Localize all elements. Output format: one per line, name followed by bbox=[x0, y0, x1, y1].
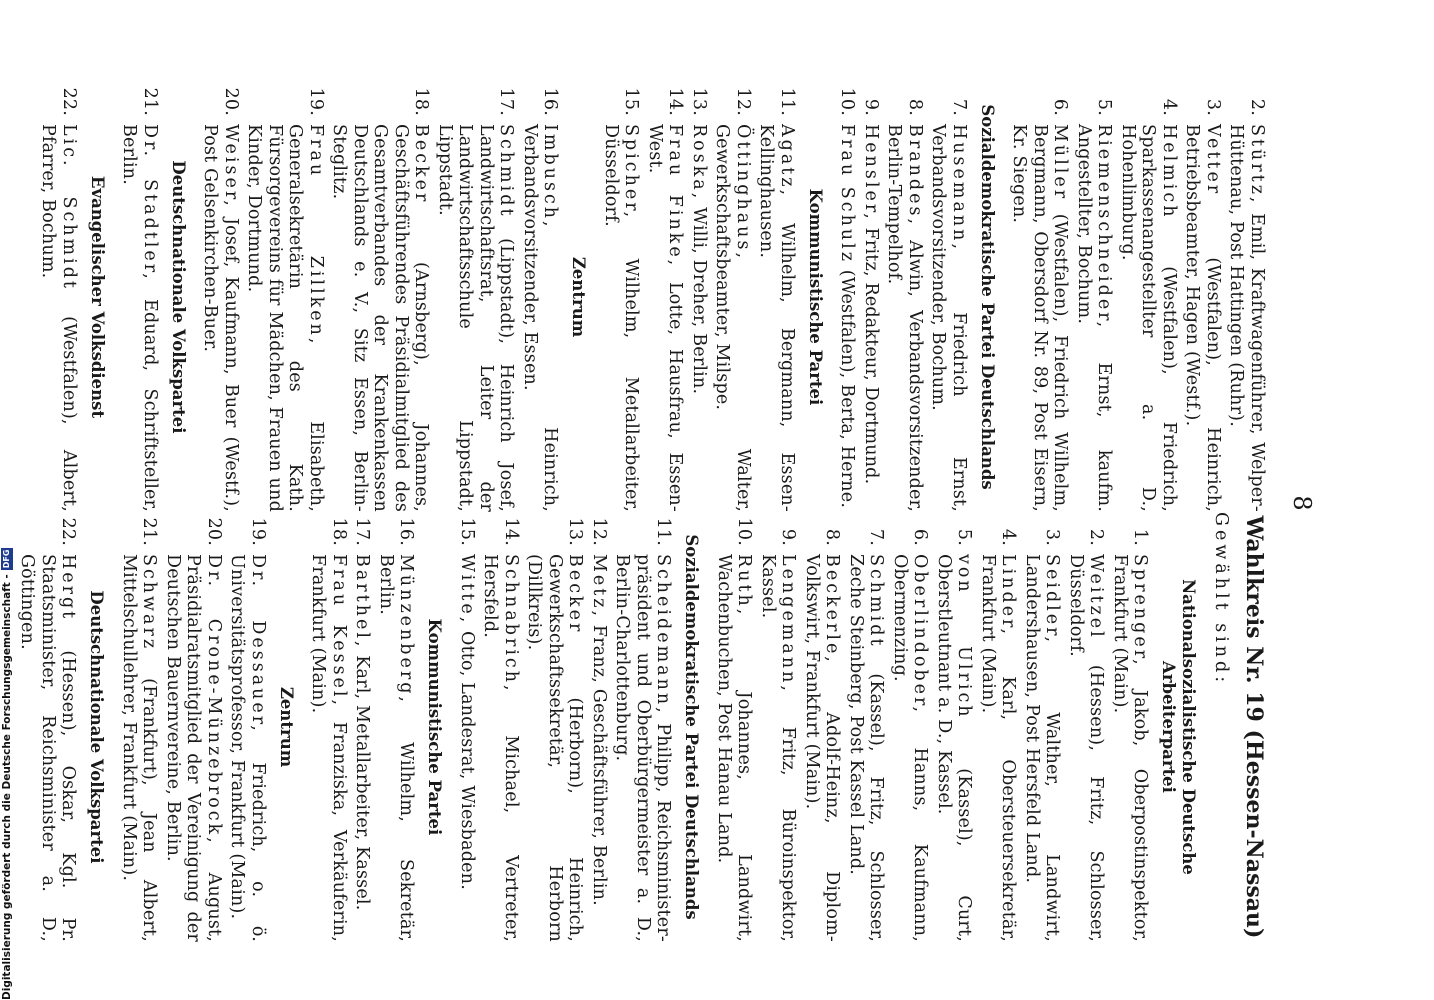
party-heading: Kommunistische Partei bbox=[425, 618, 445, 836]
member-details: (Hessen), Oskar, Kgl. Pr. Staatsminister, Reichsminister a. D., Göttingen. bbox=[17, 554, 79, 942]
member-entry bbox=[589, 512, 610, 942]
member-details: Wilhelm, Sekretär, Berlin. bbox=[376, 554, 417, 943]
member-details: Ernst, kaufm. Angestellter, Bochum. bbox=[1074, 124, 1115, 512]
member-entry bbox=[884, 82, 925, 512]
entry-text bbox=[714, 554, 755, 942]
entry-number: 21. bbox=[140, 87, 160, 116]
member-details: Emil, Kraftwagenführer, Welper-Hüttenau, Post Hattingen (Ruhr). bbox=[1226, 124, 1267, 512]
member-details: (Westfalen), Friedrich, Sparkassenangestellter a. D., Hohenlimburg. bbox=[1118, 124, 1179, 512]
member-details: (Frankfurt), Jean Albert, Mittelschullehrer, Frankfurt (Main). bbox=[119, 554, 160, 942]
entry-text bbox=[457, 554, 478, 942]
member-details: Johannes, Landwirt, Wachenbuchen, Post Hanau Land. bbox=[714, 554, 755, 942]
entry-number: 7. bbox=[866, 528, 887, 546]
member-entry bbox=[227, 512, 268, 942]
member-name: Lic. Schmidt bbox=[59, 124, 79, 291]
entry-text bbox=[601, 124, 642, 512]
member-entry bbox=[119, 82, 160, 512]
entry-text bbox=[589, 554, 610, 942]
entry-text bbox=[756, 124, 797, 512]
member-name: Frau Kessel, bbox=[329, 554, 349, 709]
entry-number: 17. bbox=[352, 517, 373, 546]
member-entry bbox=[645, 82, 686, 512]
entry-text bbox=[1182, 124, 1223, 512]
member-name: Frau Schulz bbox=[837, 124, 858, 264]
member-details: Michael, Vertreter, Hersfeld. bbox=[480, 554, 521, 942]
member-entry bbox=[1110, 512, 1151, 942]
member-details: Franziska, Verkäuferin, Frankfurt (Main). bbox=[308, 554, 349, 943]
entry-number: 8. bbox=[822, 528, 843, 546]
entry-text bbox=[890, 554, 931, 942]
member-name: Lengemann, bbox=[778, 554, 799, 694]
entry-text bbox=[1110, 554, 1151, 942]
entry-text bbox=[200, 124, 241, 512]
member-details: Alwin, Verbandsvorsitzender, Berlin-Tempelhof. bbox=[884, 124, 925, 512]
member-details: (Herborn), Heinrich, Gewerkschaftssekretär, Herborn (Dillkreis). bbox=[524, 554, 586, 942]
entry-number: 2. bbox=[1086, 528, 1107, 546]
member-details: (Arnsberg), Johannes, Geschäftsführendes Präsidialmitglied des Gesamtverbandes der Krankenkassen Deutschlands e. V., Sitz Essen, Berlin-Steglitz. bbox=[329, 124, 432, 513]
entry-text bbox=[1226, 124, 1267, 512]
member-details: Willi, Dreher, Berlin. bbox=[689, 207, 709, 395]
member-name: Seidler, bbox=[1042, 554, 1063, 646]
right-column-body bbox=[17, 512, 1199, 942]
party-heading: Zentrum bbox=[569, 256, 589, 338]
entry-number: 13. bbox=[565, 517, 586, 546]
member-entry bbox=[244, 82, 326, 512]
member-name: Frau Zillken, bbox=[306, 124, 326, 347]
party-heading: Sozialdemokratische Partei Deutschlands bbox=[682, 534, 702, 920]
entry-number: 20. bbox=[204, 517, 224, 546]
member-name: Weitzel bbox=[1086, 554, 1107, 640]
member-entry bbox=[601, 82, 642, 512]
member-entry bbox=[890, 512, 931, 942]
member-entry bbox=[756, 82, 797, 512]
member-entry bbox=[802, 512, 843, 942]
entry-number: 11. bbox=[777, 87, 797, 116]
entry-number: 19. bbox=[306, 87, 326, 116]
member-name: von Ulrich bbox=[954, 554, 975, 720]
member-details: Walther, Landwirt, Landershausen, Post Hersfeld Land. bbox=[1022, 554, 1063, 943]
member-details: Franz, Geschäftsführer, Berlin. bbox=[589, 624, 609, 906]
right-column bbox=[14, 512, 1267, 942]
member-name: Frau Finke, bbox=[665, 124, 686, 269]
entry-number: 22. bbox=[58, 517, 79, 546]
entry-number: 3. bbox=[1042, 528, 1063, 546]
member-name: Schmidt bbox=[866, 554, 887, 649]
entry-number: 20. bbox=[221, 87, 241, 116]
entry-text bbox=[689, 124, 710, 512]
entry-number: 16. bbox=[396, 517, 417, 546]
member-entry bbox=[435, 82, 517, 512]
entry-text bbox=[244, 124, 326, 512]
entry-text bbox=[712, 124, 753, 512]
member-entry bbox=[978, 512, 1019, 942]
member-name: Dr. Stadtler, bbox=[140, 124, 160, 282]
member-details: Wilhelm, Metallarbeiter, Düsseldorf. bbox=[601, 124, 642, 512]
member-details: Josef, Kaufmann, Buer (Westf.), Post Gelsenkirchen-Buer. bbox=[200, 124, 241, 512]
entry-number: 14. bbox=[501, 517, 521, 546]
dfg-logo: DFG bbox=[2, 549, 11, 569]
entry-number: 22. bbox=[59, 87, 79, 116]
member-entry bbox=[1118, 82, 1180, 512]
entry-text bbox=[1066, 554, 1107, 942]
member-name: Linder, bbox=[998, 554, 1019, 638]
member-name: Agatz, bbox=[777, 124, 797, 199]
entry-number: 8. bbox=[905, 98, 925, 116]
member-details: Wilhelm, Bergmann, Essen-Kellinghausen. bbox=[756, 124, 797, 512]
member-name: Hensler, bbox=[861, 124, 881, 222]
entry-number: 21. bbox=[139, 517, 160, 546]
rotated-document-page bbox=[17, 0, 1317, 1000]
member-name: Becker bbox=[411, 124, 432, 205]
member-entry bbox=[119, 512, 160, 942]
page-number: 8 bbox=[1288, 495, 1316, 511]
member-entry bbox=[758, 512, 799, 942]
member-name: Hergt bbox=[58, 554, 79, 622]
party-heading: Zentrum bbox=[277, 686, 296, 768]
entry-text bbox=[119, 124, 160, 512]
entry-text bbox=[802, 554, 843, 942]
member-entry bbox=[457, 512, 478, 942]
member-name: Münzenberg, bbox=[396, 554, 417, 705]
entry-number: 9. bbox=[861, 98, 881, 116]
member-details: (Kassel), Curt, Oberstleutnant a. D., Kassel. bbox=[934, 554, 975, 942]
member-entry bbox=[714, 512, 755, 942]
elected-label: Gewählt sind: bbox=[1211, 512, 1231, 687]
member-name: Schwarz bbox=[139, 554, 160, 652]
entry-number: 14. bbox=[665, 87, 686, 116]
entry-number: 12. bbox=[589, 517, 609, 546]
member-entry bbox=[1022, 512, 1063, 942]
member-details: Otto, Landesrat, Wiesbaden. bbox=[457, 631, 477, 890]
entry-text bbox=[163, 554, 225, 942]
entry-number: 11. bbox=[653, 517, 674, 546]
entry-text bbox=[861, 124, 882, 512]
digitization-footer bbox=[0, 549, 14, 1000]
member-entry bbox=[689, 82, 710, 512]
entry-number: 5. bbox=[954, 528, 975, 546]
member-entry bbox=[1066, 512, 1107, 942]
entry-number: 9. bbox=[778, 528, 799, 546]
entry-number: 19. bbox=[248, 517, 268, 546]
district-heading: Wahlkreis Nr. 19 (Hessen-Nassau) bbox=[1241, 515, 1267, 939]
party-heading: Deutschnationale Volkspartei bbox=[87, 590, 107, 864]
member-details: Heinrich, Verbandsvorsitzender, Essen. bbox=[520, 124, 561, 512]
entry-number: 16. bbox=[540, 87, 561, 116]
member-name: Riemenschneider, bbox=[1094, 124, 1115, 331]
member-details: Adolf-Heinz, Diplom-Volkswirt, Frankfurt (Main). bbox=[802, 554, 843, 942]
member-entry bbox=[376, 512, 417, 942]
entry-number: 10. bbox=[734, 517, 755, 546]
member-entry bbox=[1009, 82, 1071, 512]
member-name: Imbusch, bbox=[540, 124, 561, 230]
entry-number: 5. bbox=[1094, 98, 1115, 116]
entry-number: 4. bbox=[998, 528, 1019, 546]
member-entry bbox=[480, 512, 521, 942]
entry-text bbox=[119, 554, 160, 942]
entry-number: 2. bbox=[1247, 98, 1267, 116]
member-entry bbox=[1074, 82, 1115, 512]
entry-number: 18. bbox=[411, 87, 432, 116]
entry-number: 15. bbox=[457, 517, 477, 546]
entry-number: 18. bbox=[329, 517, 349, 546]
entry-text bbox=[329, 124, 432, 512]
member-entry bbox=[352, 512, 373, 942]
member-details: (Westfalen), Albert, Pfarrer, Bochum. bbox=[38, 124, 79, 512]
member-details: Walter, Gewerkschaftsbeamter, Milspe. bbox=[712, 124, 753, 512]
entry-text bbox=[376, 554, 417, 942]
entry-text bbox=[758, 554, 799, 942]
member-entry bbox=[17, 512, 79, 942]
entry-number: 13. bbox=[689, 87, 709, 116]
member-details: Friedrich, o. ö. Universitätsprofessor, Frankfurt (Main). bbox=[227, 554, 268, 943]
member-name: Vetter bbox=[1203, 124, 1223, 197]
entry-text bbox=[846, 554, 887, 942]
entry-text bbox=[308, 554, 349, 942]
entry-number: 12. bbox=[733, 87, 753, 116]
member-entry bbox=[329, 82, 432, 512]
member-entry bbox=[837, 82, 858, 512]
entry-number: 17. bbox=[496, 87, 517, 116]
member-name: Brandes, bbox=[905, 124, 925, 228]
entry-text bbox=[1118, 124, 1180, 512]
party-heading: Evangelischer Volksdienst bbox=[88, 175, 107, 419]
member-details: (Kassel), Fritz, Schlosser, Zeche Steinberg, Post Kassel Land. bbox=[846, 554, 887, 942]
entry-number: 7. bbox=[949, 98, 969, 116]
member-details: Hanns, Kaufmann, Obermenzing. bbox=[890, 554, 931, 942]
entry-number: 6. bbox=[910, 528, 931, 546]
member-details: (Westfalen), Berta, Herne. bbox=[837, 269, 858, 509]
member-details: (Westfalen), Friedrich Wilhelm, Bergmann, Obersdorf Nr. 89, Post Eisern, Kr. Siegen. bbox=[1009, 124, 1071, 513]
member-name: Helmich bbox=[1159, 124, 1179, 220]
entry-text bbox=[352, 554, 373, 942]
entry-text bbox=[612, 554, 674, 942]
member-name: Oberlindober, bbox=[910, 554, 931, 716]
member-entry bbox=[612, 512, 674, 942]
member-entry bbox=[163, 512, 225, 942]
entry-number: 4. bbox=[1159, 98, 1179, 116]
party-heading: Kommunistische Partei bbox=[806, 188, 825, 406]
member-details: (Lippstadt), Heinrich Josef, Landwirtschaftsrat, Leiter der Landwirtschaftsschule Lippstadt, Lippstadt. bbox=[435, 124, 517, 512]
member-details: Fritz, Redakteur, Dortmund. bbox=[861, 227, 881, 485]
member-name: Schnabrich, bbox=[501, 554, 521, 694]
entry-text bbox=[934, 554, 975, 942]
member-name: Metz, bbox=[589, 554, 609, 620]
member-name: Dr. Dessauer, bbox=[248, 554, 268, 734]
entry-text bbox=[17, 554, 79, 942]
member-name: Husemann, bbox=[949, 124, 969, 253]
entry-text bbox=[524, 554, 586, 942]
member-entry bbox=[520, 82, 561, 512]
member-name: Müller bbox=[1050, 124, 1071, 202]
member-entry bbox=[1226, 82, 1267, 512]
party-heading: Nationalsozialistische Deutsche Arbeiterpartei bbox=[1159, 579, 1199, 875]
entry-number: 10. bbox=[837, 87, 858, 116]
member-name: Barthel, bbox=[352, 554, 373, 650]
member-details: (Westfalen), Heinrich, Betriebsbeamter, Hagen (Westf.). bbox=[1182, 124, 1223, 512]
member-name: Roska, bbox=[689, 124, 709, 202]
entry-text bbox=[978, 554, 1019, 942]
member-details: (Hessen), Fritz, Schlosser, Düsseldorf. bbox=[1066, 554, 1107, 943]
member-name: Dr. Crone-Münzebrock, bbox=[204, 554, 224, 846]
member-details: Fritz, Büroinspektor, Kassel. bbox=[758, 554, 799, 942]
footer-text: Digitalisierung gefördert durch die Deutsche Forschungsgemeinschaft - bbox=[1, 574, 13, 1000]
member-name: Becker bbox=[565, 554, 586, 635]
entry-text bbox=[1009, 124, 1071, 512]
member-details: Lotte, Hausfrau, Essen-West. bbox=[645, 124, 686, 513]
member-entry bbox=[38, 82, 79, 512]
member-entry bbox=[861, 82, 882, 512]
entry-number: 6. bbox=[1050, 98, 1071, 116]
member-name: Stürtz, bbox=[1247, 124, 1267, 206]
member-details: Karl, Obersteuersekretär, Frankfurt (Main). bbox=[978, 554, 1019, 942]
member-name: Scheidemann, bbox=[653, 554, 674, 716]
entry-text bbox=[884, 124, 925, 512]
entry-text bbox=[928, 124, 969, 512]
member-entry bbox=[524, 512, 586, 942]
entry-text bbox=[1074, 124, 1115, 512]
entry-text bbox=[38, 124, 79, 512]
entry-number: 3. bbox=[1203, 98, 1223, 116]
member-name: Beckerle, bbox=[822, 554, 843, 665]
entry-text bbox=[227, 554, 268, 942]
member-details: Philipp, Reichsminister-präsident und Oberbürgermeister a. D., Berlin-Charlottenburg. bbox=[612, 554, 674, 943]
party-heading: Sozialdemokratische Partei Deutschlands bbox=[978, 104, 997, 490]
member-name: Spicher, bbox=[621, 124, 642, 221]
party-heading: Deutschnationale Volkspartei bbox=[169, 160, 188, 434]
left-column bbox=[35, 82, 1267, 512]
entry-number: 1. bbox=[1130, 528, 1151, 546]
member-details: Friedrich Ernst, Verbandsvorsitzender, Bochum. bbox=[928, 124, 969, 513]
member-details: Eduard, Schriftsteller, Berlin. bbox=[119, 124, 160, 512]
member-name: Ruth, bbox=[734, 554, 755, 618]
member-name: Schmidt bbox=[496, 124, 517, 219]
member-entry bbox=[200, 82, 241, 512]
member-entry bbox=[1182, 82, 1223, 512]
member-details: Jakob, Oberpostinspektor, Frankfurt (Main). bbox=[1110, 554, 1151, 943]
member-name: Sprenger, bbox=[1130, 554, 1151, 668]
entry-text bbox=[520, 124, 561, 512]
member-entry bbox=[928, 82, 969, 512]
member-name: Witte, bbox=[457, 554, 477, 626]
entry-text bbox=[645, 124, 686, 512]
member-entry bbox=[308, 512, 349, 942]
member-name: Öttinghaus, bbox=[733, 124, 753, 262]
member-name: Weiser, bbox=[221, 124, 241, 209]
member-entry bbox=[846, 512, 887, 942]
entry-number: 15. bbox=[621, 87, 642, 116]
member-details: August, Präsidialratsmitglied der Vereinigung der Deutschen Bauernvereine, Berlin. bbox=[163, 554, 224, 942]
entry-text bbox=[837, 124, 858, 512]
member-details: Elisabeth, Generalsekretärin des Kath. Fürsorgevereins für Mädchen, Frauen und Kinder, Dortmund. bbox=[244, 124, 326, 512]
entry-text bbox=[435, 124, 517, 512]
member-entry bbox=[712, 82, 753, 512]
entry-text bbox=[480, 554, 521, 942]
entry-text bbox=[1022, 554, 1063, 942]
member-entry bbox=[934, 512, 975, 942]
member-details: Karl, Metallarbeiter, Kassel. bbox=[352, 655, 373, 911]
